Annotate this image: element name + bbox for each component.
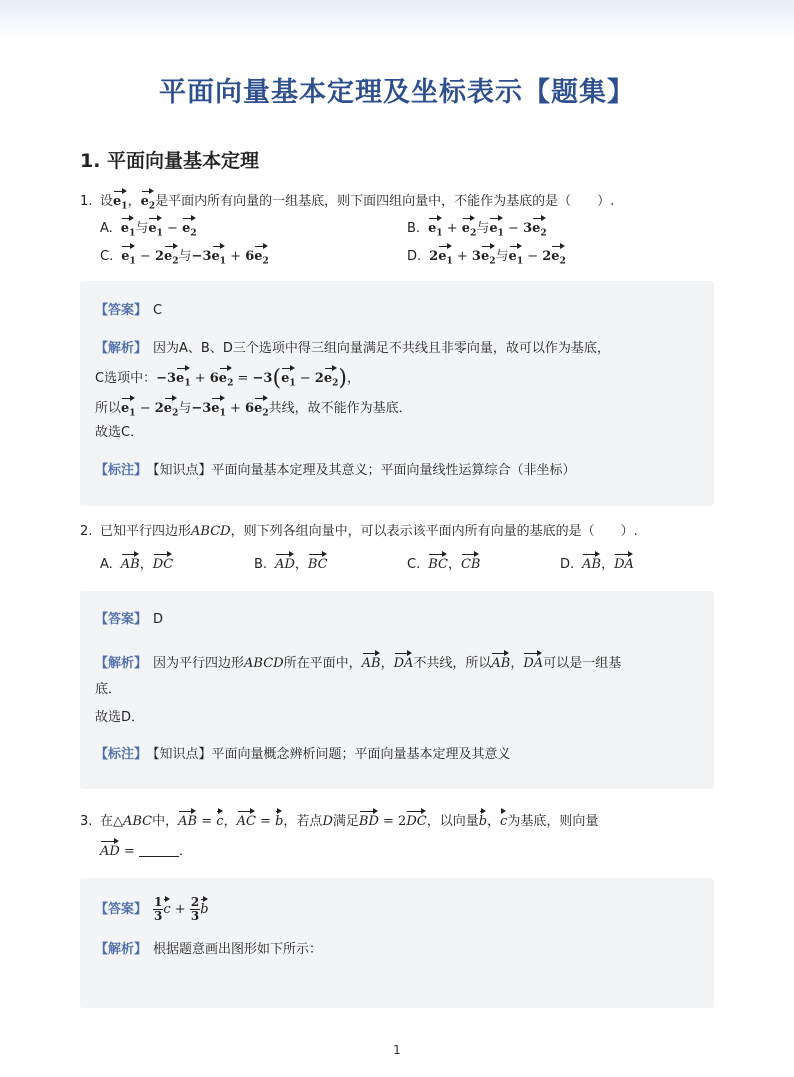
q1-analysis-line-3: 所以$e_1 - 2e_2$与$-3e_1 + 6e_2$共线，故不能作为基底． xyxy=(95,395,412,419)
vector-e1: $e_1$ xyxy=(113,188,128,212)
q1-answer: 【答案】 C xyxy=(95,303,163,318)
q2-option-d[interactable]: D. AB，DA xyxy=(560,551,634,575)
q1-note: 【标注】 【知识点】平面向量基本定理及其意义；平面向量线性运算综合（非坐标） xyxy=(95,463,576,478)
q2-note: 【标注】 【知识点】平面向量概念辨析问题；平面向量基本定理及其意义 xyxy=(95,747,511,762)
answer-blank[interactable] xyxy=(139,842,179,857)
q1-option-b[interactable]: B. $e_1 + e_2$与$e_1 - 3e_2$ xyxy=(407,215,547,239)
vector-e2: $e_2$ xyxy=(141,188,156,212)
question-number: 2. xyxy=(80,524,93,539)
q1-option-c[interactable]: C. $e_1 - 2e_2$与$-3e_1 + 6e_2$ xyxy=(100,243,269,267)
q1-option-a[interactable]: A. $e_1$与$e_1 - e_2$ xyxy=(100,215,197,239)
q2-option-a[interactable]: A. AB，DC xyxy=(100,551,173,575)
q2-analysis-line-2: 底． xyxy=(95,682,122,697)
q1-option-d[interactable]: D. $2e_1 + 3e_2$与$e_1 - 2e_2$ xyxy=(407,243,566,267)
fraction-two-thirds: $\frac{2}{3}$ xyxy=(190,895,200,923)
q3-analysis: 【解析】 根据题意画出图形如下所示： xyxy=(95,942,323,957)
question-2-stem: 2. 已知平行四边形ABCD，则下列各组向量中，可以表示该平面内所有向量的基底的是（ ）. xyxy=(80,522,638,542)
question-1-stem: 1. 设$e_1$，$e_2$是平面内所有向量的一组基底，则下面四组向量中，不能作为基底的是（ ）. xyxy=(80,188,614,212)
section-title: 1. 平面向量基本定理 xyxy=(80,150,260,172)
question-number: 3. xyxy=(80,814,93,829)
q1-analysis-line-2: C选项中：$-3e_1 + 6e_2 = -3(e_1 - 2e_2)$， xyxy=(95,366,360,391)
q1-analysis-line-4: 故选C． xyxy=(95,425,144,440)
q2-answer-box xyxy=(80,591,714,789)
q2-analysis-line-3: 故选D． xyxy=(95,710,145,725)
question-number: 1. xyxy=(80,194,93,209)
document-title: 平面向量基本定理及坐标表示【题集】 xyxy=(159,77,635,108)
q2-analysis-line-1: 【解析】 因为平行四边形ABCD所在平面中，AB，DA不共线，所以AB，DA可以是一组基 xyxy=(95,650,621,674)
page-number: 1 xyxy=(393,1043,401,1057)
q2-option-b[interactable]: B. AD，BC xyxy=(254,551,328,575)
fraction-one-third: $\frac{1}{3}$ xyxy=(154,895,163,923)
q1-analysis-line-1: 【解析】 因为A、B、D三个选项中得三组向量满足不共线且非零向量，故可以作为基底， xyxy=(95,341,610,356)
q3-answer-box xyxy=(80,878,714,1008)
q2-option-c[interactable]: C. BC，CB xyxy=(407,551,480,575)
question-3-stem-line-2: AD = ． xyxy=(100,838,192,862)
q1-answer-box xyxy=(80,281,714,506)
q2-answer: 【答案】 D xyxy=(95,612,164,627)
question-3-stem-line-1: 3. 在△ABC中，AB = c，AC = b，若点D满足BD = 2DC，以向量b，c为基底，则向量 xyxy=(80,808,598,832)
q3-answer: 【答案】 $\frac{1}{3}$ c + $\frac{2}{3}$ b xyxy=(95,895,209,923)
header-band xyxy=(0,0,794,40)
